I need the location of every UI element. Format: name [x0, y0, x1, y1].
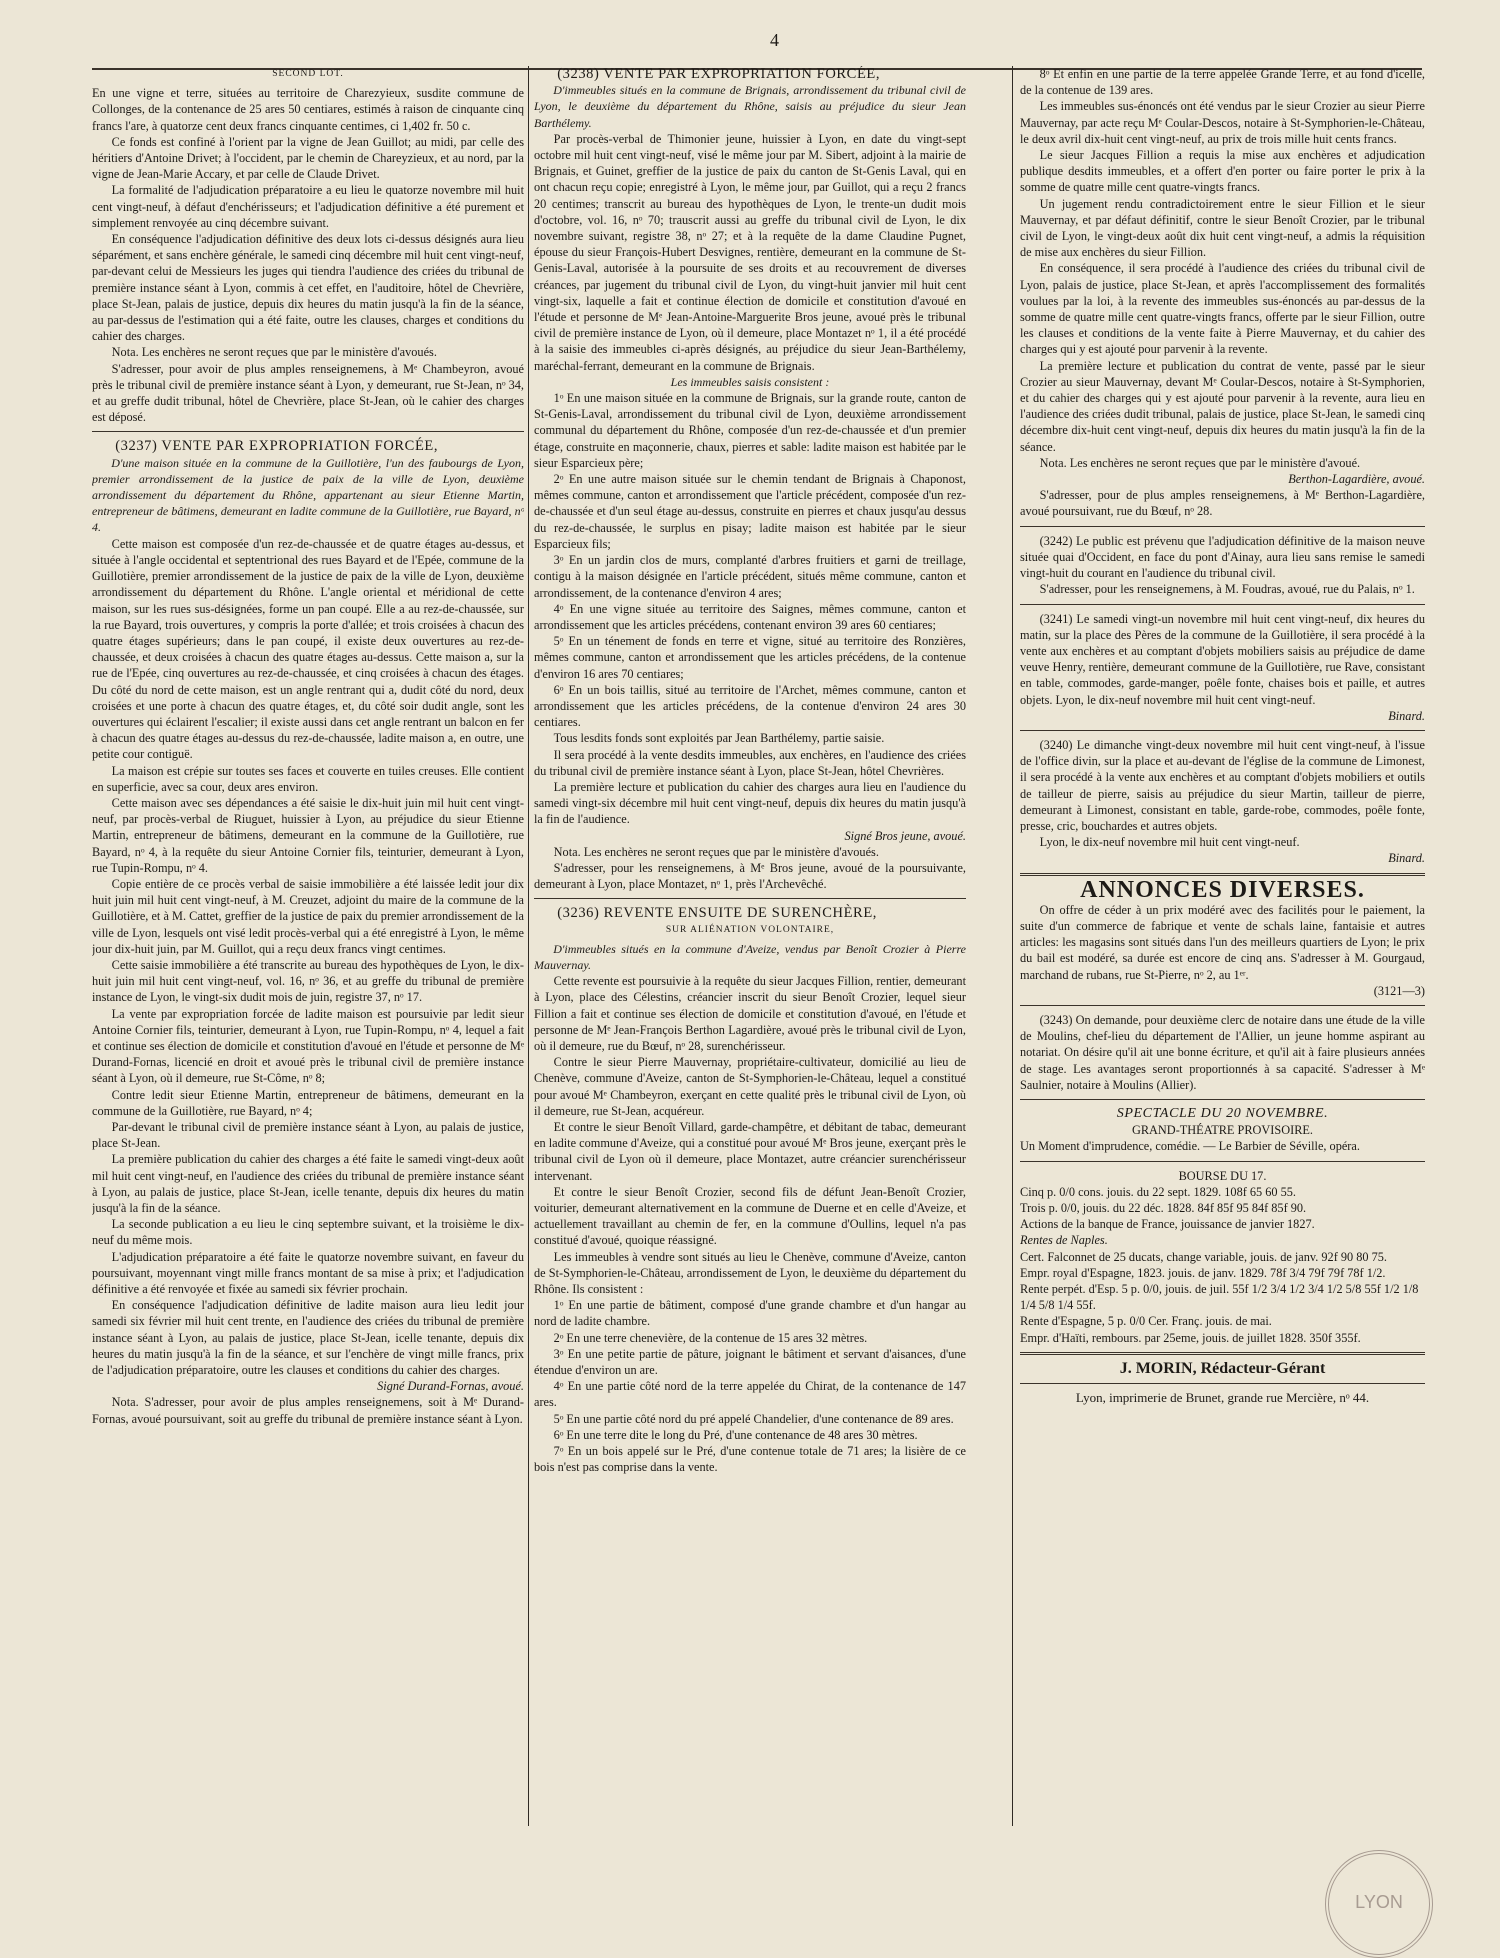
paragraph: Et contre le sieur Benoît Villard, garde-champêtre, et débitant de tabac, demeurant en ladite commune d'Aveize, qui a constitué pour avoué Mᵉ Bros jeune, exerçant près le tribunal civil de Lyon où il demeure, place Montazet, autre créancier surenchérisseur intervenant. [534, 1120, 966, 1183]
bourse-line: Actions de la banque de France, jouissance de janvier 1827. [1020, 1217, 1315, 1232]
column-divider [1012, 66, 1013, 1826]
column-2 [534, 66, 966, 1836]
paragraph: Par-devant le tribunal civil de première instance séant à Lyon, au palais de justice, place St-Jean. [92, 1120, 524, 1151]
page-number: 4 [770, 30, 779, 50]
paragraph: En conséquence l'adjudication définitive des deux lots ci-dessus désignés aura lieu séparément, et sans enchère générale, le samedi cinq décembre mil huit cent vingt-neuf, par-devant celui de Messieurs les juges qui tiendra l'audience des criées du tribunal de première instance séant à Lyon, commis à cet effet, en l'auditoire, hôtel de Chevrière, place St-Jean, palais de justice, depuis dix heures du matin jusqu'à la fin de la séance, au par-dessus de l'estimation qui a été faite, outre les clauses, charges et conditions du cahier des charges. [92, 232, 524, 344]
paragraph: Contre le sieur Pierre Mauvernay, propriétaire-cultivateur, domicilié au lieu de Chenève, commune d'Aveize, canton de St-Symphorien-le-Château, lequel a constitué pour avoué Mᵉ Chambeyron, exerçant en cette qualité près le tribunal civil de Lyon, où il demeure, rue St-Jean, acquéreur. [534, 1055, 966, 1118]
paragraph: 8ᵒ Et enfin en une partie de la terre appelée Grande Terre, et au fond d'icelle, de la contenue de 139 ares. [1020, 67, 1425, 98]
bourse-line: Rente d'Espagne, 5 p. 0/0 Cer. Franç. jouis. de mai. [1020, 1314, 1272, 1329]
nota: Nota. Les enchères ne seront reçues que par le ministère d'avoué. [1039, 455, 1361, 470]
paragraph: 5ᵒ En une partie côté nord du pré appelé Chandelier, d'une contenance de 89 ares. [553, 1411, 954, 1426]
theatre-programme: Un Moment d'imprudence, comédie. — Le Barbier de Séville, opéra. [1020, 1139, 1360, 1154]
stamp-text: LYON [1355, 1892, 1403, 1912]
signature: Binard. [1388, 851, 1425, 866]
consist-heading: Les immeubles saisis consistent : [670, 374, 830, 389]
separator [1020, 604, 1425, 605]
signature: Berthon-Lagardière, avoué. [1288, 472, 1425, 487]
paragraph: S'adresser, pour les renseignemens, à M. Foudras, avoué, rue du Palais, nᵒ 1. [1039, 582, 1415, 597]
paragraph: 1ᵒ En une maison située en la commune de Brignais, sur la grande route, canton de St-Genis-Laval, arrondissement du tribunal civil de Lyon, deuxième arrondissement communal du département du Rhône, composée d'un rez-de-chaussée et d'un premier étage, construite en maçonnerie, chaux, pierres et sable: ladite maison est habitée par le sieur Esparcieux père; [534, 391, 966, 470]
nota: Nota. Les enchères ne seront reçues que par le ministère d'avoués. [111, 345, 437, 360]
paragraph: Contre ledit sieur Etienne Martin, entrepreneur de bâtimens, demeurant en la commune de la Guillotière, rue Bayard, nᵒ 4; [92, 1087, 524, 1118]
bourse-title: BOURSE DU 17. [1178, 1168, 1267, 1183]
announcement-3243: (3243) On demande, pour deuxième clerc de notaire dans une étude de la ville de Moulins, chef-lieu du département de l'Allier, un jeune homme aspirant au notariat. On désire qu'il ait une bonne écriture, et qu'il ait à faire plusieurs années de stage. Les avantages seront proportionnés à sa capacité. S'adresser à Mᵉ Saulnier, notaire à Moulins (Allier). [1020, 1012, 1425, 1092]
separator [534, 898, 966, 899]
paragraph: 4ᵒ En une vigne située au territoire des Saignes, mêmes commune, canton et arrondissement que les articles précédens, contenant environ 39 ares 60 centiares; [534, 601, 966, 632]
paragraph: Un jugement rendu contradictoirement entre le sieur Fillion et le sieur Mauvernay, et par défaut définitif, contre le sieur Benoît Crozier, par le tribunal civil de Lyon, le vingt-deux août dix huit cent vingt-neuf, a admis la réquisition de mise aux enchères du sieur Fillion. [1020, 196, 1425, 260]
announcement-commerce: On offre de céder à un prix modéré avec des facilités pour le paiement, la suite d'un commerce de fabrique et vente de schals laine, fantaisie et autres articles: les magasins sont situés dans l'un des meilleurs quartiers de Lyon; le prix du bail est modéré, sa durée est encore de cinq ans. S'adresser à M. Gourgaud, marchand de rubans, rue St-Pierre, nᵒ 2, au 1ᵉʳ. [1020, 902, 1425, 982]
ad-subheading: D'immeubles situés en la commune d'Aveize, vendus par Benoît Crozier à Pierre Mauvernay. [534, 941, 966, 972]
paragraph: En une vigne et terre, situées au territoire de Charezyieux, susdite commune de Collonges, de la contenance de 25 ares 50 centiares, estimés à raison de cinquante cinq francs l'are, à quatorze cent deux francs cinquante centimes, ci 1,402 fr. 50 c. [92, 86, 524, 133]
ad-heading-3237: (3237) VENTE PAR EXPROPRIATION FORCÉE, [115, 438, 439, 455]
theatre-name: GRAND-THÉATRE PROVISOIRE. [1131, 1123, 1314, 1138]
separator-double [1020, 873, 1425, 876]
announcement-3242: (3242) Le public est prévenu que l'adjudication définitive de la maison neuve située quai d'Occident, en face du pont d'Ainay, aura lieu sans remise le samedi vingt-huit du courant en l'audience du tribunal civil. [1020, 533, 1425, 581]
ad-subheading: D'une maison située en la commune de la Guillotière, l'un des faubourgs de Lyon, premier arrondissement de la justice de paix de la ville de Lyon, deuxième arrondissement du département du Rhône, appartenant au sieur Etienne Martin, entrepreneur de bâtimens, demeurant en ladite commune de la Guillotière, rue Bayard, nᵒ 4. [92, 455, 524, 535]
paragraph: 2ᵒ En une terre chenevière, de la contenue de 15 ares 32 mètres. [553, 1330, 868, 1345]
signature: Binard. [1388, 708, 1425, 723]
paragraph: S'adresser, pour les renseignemens, à Mᵉ Bros jeune, avoué de la poursuivante, demeurant à Lyon, place Montazet, nᵒ 1, près l'Archevêché. [534, 860, 966, 892]
redacteur-gerant: J. MORIN, Rédacteur-Gérant [1119, 1359, 1326, 1377]
library-stamp [1325, 1850, 1433, 1958]
paragraph: La seconde publication a eu lieu le cinq septembre suivant, et la troisième le dix-neuf du même mois. [92, 1217, 524, 1248]
paragraph: S'adresser, pour de plus amples renseignemens, à Mᵉ Berthon-Lagardière, avoué poursuivant, rue du Bœuf, nᵒ 28. [1020, 488, 1425, 519]
paragraph: Cette saisie immobilière a été transcrite au bureau des hypothèques de Lyon, le dix-huit juin mil huit cent vingt-neuf, vol. 16, nᵒ 36, et au greffe du tribunal de première instance de Lyon, le vingt-six dudit mois de juin, registre 37, nᵒ 17. [92, 957, 524, 1005]
column-divider [528, 66, 529, 1826]
separator [1020, 1099, 1425, 1100]
ad-heading-3238: (3238) VENTE PAR EXPROPRIATION FORCÉE, [557, 66, 881, 82]
paragraph: Cette maison est composée d'un rez-de-chaussée et de quatre étages au-dessus, et située à l'angle occidental et septentrional des rues Bayard et de l'Epée, commune de la Guillotière, premier arrondissement de la justice de paix de la ville de Lyon, deuxième arrondissement du département du Rhône. L'angle oriental et méridional de cette maison, sur les rues sus-désignées, forme un pan coupé. Elle a au rez-de-chaussée, sur la rue Bayard, trois ouvertures, y compris la porte d'allée; et trois croisées à chacun des quatre étages supérieurs; dans le pan coupé, il existe deux ouvertures au rez-de-chaussée, et deux croisées à chacun des quatre étages au-dessus. Cette maison a, sur la rue de l'Epée, cinq ouvertures au rez-de-chaussée, et cinq croisées à chacun des étages. Du côté du nord de cette maison, est un angle rentrant qui a, dudit côté du nord, deux croisées et une porte à chacun des quatre étages, et, du côté soir dudit angle, sont les ouvertures qui éclairent l'escalier; il existe aussi dans cet angle rentrant un balcon en fer à chacun des quatre étages au-dessus du rez-de-chaussée, ladite maison a, en outre, une petite cour contiguë. [92, 536, 524, 762]
bourse-line: Trois p. 0/0, jouis. du 22 déc. 1828. 84f 85f 95 84f 85f 90. [1020, 1201, 1307, 1215]
paragraph: S'adresser, pour avoir de plus amples renseignemens, à Mᵉ Chambeyron, avoué près le tribunal civil de première instance séant à Lyon, y demeurant, rue St-Jean, nᵒ 34, et au greffe dudit tribunal, hôtel de Chevrière, place St-Jean, où le cahier des charges est déposé. [92, 361, 524, 425]
paragraph: La formalité de l'adjudication préparatoire a eu lieu le quatorze novembre mil huit cent vingt-neuf, à défaut d'enchérisseurs; et l'adjudication définitive a été purement et simplement renvoyée au cinq décembre suivant. [92, 183, 524, 230]
bourse-line: Rente perpét. d'Esp. 5 p. 0/0, jouis. de juil. 55f 1/2 3/4 1/2 3/4 1/2 5/8 55f 1/2 1/8 1/4 5/8 1/4 55f. [1020, 1282, 1419, 1313]
paragraph: 3ᵒ En une petite partie de pâture, joignant le bâtiment et servant d'aisances, d'une étendue d'environ un are. [534, 1346, 966, 1378]
column-3 [1020, 66, 1425, 1836]
paragraph: Il sera procédé à la vente desdits immeubles, aux enchères, en l'audience des criées du tribunal civil de première instance séant à Lyon, place St-Jean, hôtel Chevrières. [534, 747, 966, 778]
paragraph: Et contre le sieur Benoît Crozier, second fils de défunt Jean-Benoît Crozier, voiturier, demeurant alternativement en la commune de Duerne et en celle d'Aveize, et actuellement travaillant au chemin de fer, en la commune d'Oullins, lequel n'a pas constitué d'avoué, quoique réassigné. [534, 1184, 966, 1248]
paragraph: 1ᵒ En une partie de bâtiment, composé d'une grande chambre et d'un hangar au nord de ladite chambre. [534, 1298, 966, 1329]
announcement-3240: (3240) Le dimanche vingt-deux novembre mil huit cent vingt-neuf, à l'issue de l'office divin, sur la place et au-devant de l'église de la commune de Limonest, il sera procédé à la vente aux enchères et au comptant d'objets mobiliers et outils de tailleur de pierre, saisis au préjudice du sieur Martin, tailleur de pierre, demeurant à Limonest, consistant en table, garde-robe, commodes, poêle fonte, presse, cric, bouchardes et autres objets. [1020, 737, 1425, 833]
nota: Nota. S'adresser, pour avoir de plus amples renseignemens, soit à Mᵉ Durand-Fornas, avoué poursuivant, soit au greffe du tribunal de première instance séant à Lyon. [92, 1395, 524, 1426]
paragraph: 4ᵒ En une partie côté nord de la terre appelée du Chirat, de la contenance de 147 ares. [534, 1379, 966, 1410]
paragraph: 3ᵒ En un jardin clos de murs, complanté d'arbres fruitiers et garni de treillage, contigu à la maison désignée en l'article précédent, situés même commune, canton et arrondissement, de la contenance d'environ 4 ares; [534, 553, 966, 600]
printer-imprint: Lyon, imprimerie de Brunet, grande rue Mercière, nᵒ 44. [1075, 1390, 1370, 1406]
paragraph: Cette maison avec ses dépendances a été saisie le dix-huit juin mil huit cent vingt-neuf, par procès-verbal de Riuguet, huissier à Lyon, au préjudice du sieur Etienne Martin, entrepreneur de bâtimens, demeurant en la commune de la Guillotière, rue Bayard, nᵒ 4, à la requête du sieur Antoine Cornier fils, teinturier, demeurant à Lyon, rue Tupin-Rompu, nᵒ 4. [92, 795, 524, 875]
paragraph: 6ᵒ En une terre dite le long du Pré, d'une contenance de 48 ares 30 mètres. [553, 1427, 918, 1442]
paragraph: Tous lesdits fonds sont exploités par Jean Barthélemy, partie saisie. [553, 731, 885, 746]
separator [1020, 1005, 1425, 1006]
column-1 [92, 66, 524, 1836]
bourse-line: Empr. royal d'Espagne, 1823. jouis. de janv. 1829. 78f 3/4 79f 79f 78f 1/2. [1020, 1265, 1386, 1280]
announcement-ref: (3121—3) [1373, 983, 1425, 998]
bourse-line: Empr. d'Haïti, rembours. par 25eme, jouis. de juillet 1828. 350f 355f. [1020, 1330, 1361, 1345]
paragraph: Le sieur Jacques Fillion a requis la mise aux enchères et adjudication publique desdits immeubles, et a offert d'en porter ou faire porter le prix à la somme de quatre mille cent quatre-vingts francs. [1020, 148, 1425, 195]
signature: Signé Durand-Fornas, avoué. [377, 1379, 524, 1394]
paragraph: Les immeubles à vendre sont situés au lieu le Chenève, commune d'Aveize, canton de St-Symphorien-le-Château, arrondissement de Lyon, le deuxième du département du Rhône. Ils consistent : [534, 1249, 966, 1297]
separator [1020, 730, 1425, 731]
signature: Signé Bros jeune, avoué. [844, 828, 966, 843]
paragraph: L'adjudication préparatoire a été faite le quatorze novembre suivant, en faveur du poursuivant, moyennant vingt mille francs montant de sa mise à prix; et l'adjudication définitive a été renvoyée et fixée au samedi six février prochain. [92, 1249, 524, 1297]
bourse-line: Cert. Falconnet de 25 ducats, change variable, jouis. de janv. 92f 90 80 75. [1020, 1249, 1387, 1264]
separator [1020, 1161, 1425, 1162]
nota: Nota. Les enchères ne seront reçues que par le ministère d'avoués. [553, 844, 879, 859]
spectacle-title: SPECTACLE DU 20 NOVEMBRE. [1116, 1105, 1329, 1121]
lot-heading: SECOND LOT. [272, 69, 344, 79]
announcement-3241: (3241) Le samedi vingt-un novembre mil huit cent vingt-neuf, dix heures du matin, sur la place des Pères de la commune de la Guillotière, il sera procédé à la vente aux enchères et au comptant d'objets mobiliers saisis au préjudice de dame veuve Henry, rentière, demeurant commune de la Guillotière, rue Rave, consistant en table, commodes, garde-manger, poêle fonte, chaises bois et paille, et autres objets. Lyon, le dix-neuf novembre mil huit cent vingt-neuf. [1020, 611, 1425, 707]
annonces-diverses-title: ANNONCES DIVERSES. [1080, 876, 1365, 903]
paragraph: Copie entière de ce procès verbal de saisie immobilière a été laissée ledit jour dix huit juin mil huit cent vingt-neuf, à M. Creuzet, adjoint du maire de la commune de la Guillotière, et à M. Cattet, greffier de la justice de paix du premier arrondissement de la ville de Lyon, lesquels ont visé ledit procès-verbal qui a été enregistré à Lyon, le même jour dix-huit juin, par M. Guillot, qui a reçu deux francs vingt centimes. [92, 876, 524, 956]
paragraph: La maison est crépie sur toutes ses faces et couverte en tuiles creuses. Elle contient en superficie, avec sa cour, deux ares environ. [92, 763, 524, 794]
paragraph: La première lecture et publication du cahier des charges aura lieu en l'audience du samedi vingt-six décembre mil huit cent vingt-neuf, depuis dix heures du matin jusqu'à la fin de l'audience. [534, 779, 966, 827]
paragraph: En conséquence l'adjudication définitive de ladite maison aura lieu ledit jour samedi six février mil huit cent trente, en l'audience des criées du tribunal de première instance séant à Lyon, au palais de justice, place St-Jean, icelle tenante, depuis dix heures du matin jusqu'à la fin de la séance, et sur l'enchère de vingt mille francs, prix de l'adjudication préparatoire, outre les clauses et conditions du cahier des charges. [92, 1298, 524, 1378]
paragraph: 7ᵒ En un bois appelé sur le Pré, d'une contenue totale de 71 ares; la lisière de ce bois n'est pas comprise dans la vente. [534, 1444, 966, 1475]
paragraph: 6ᵒ En un bois taillis, situé au territoire de l'Archet, mêmes commune, canton et arrondissement que les articles précédens, de la contenue d'environ 24 ares 30 centiares. [534, 682, 966, 730]
paragraph: Les immeubles sus-énoncés ont été vendus par le sieur Crozier au sieur Pierre Mauvernay, par acte reçu Mᵉ Coular-Descos, notaire à St-Symphorien-le-Château, le deux avril dix-huit cent vingt-neuf, au prix de trois mille huit cents francs. [1020, 99, 1425, 146]
paragraph: La première publication du cahier des charges a été faite le samedi vingt-deux août mil huit cent vingt-neuf, en l'audience des criées du tribunal de première instance séant à Lyon, au palais de justice, place St-Jean, icelle tenante, depuis dix heures du matin jusqu'à la fin de la séance. [92, 1152, 524, 1216]
paragraph: 2ᵒ En une autre maison située sur le chemin tendant de Brignais à Chaponost, mêmes commune, canton et arrondissement que l'article précédent, composée d'un rez-de-chaussée et d'un seul étage au-dessus, construite en pierres et chaux jusqu'au dessus du rez-de-chaussée, le surplus en pisay; ladite maison est habitée par le sieur Esparcieux fils; [534, 472, 966, 551]
paragraph: Par procès-verbal de Thimonier jeune, huissier à Lyon, en date du vingt-sept octobre mil huit cent vingt-neuf, visé le même jour par M. Sibert, adjoint à la mairie de Brignais, et Guinet, greffier de la justice de paix du canton de St-Genis Laval, qui en ont chacun reçu copie; enregistré à Lyon, le même jour, par Guillot, qui a reçu 2 francs 20 centimes; transcrit au bureau des hypothèques de Lyon, le trente-un dudit mois d'octobre, vol. 16, nᵒ 70; trauscrit aussi au greffe du tribunal civil de Lyon, le dix novembre suivant, registre 38, nᵒ 27; et à la requête de la dame Claudine Pugnet, épouse du sieur François-Hubert Desvignes, rentière, demeurant en la commune de St-Genis-Laval, autorisée à la poursuite de ses droits et au recouvrement de diverses créances, par jugement du tribunal civil de Lyon, du vingt-huit janvier mil huit cent vingt-six, laquelle a fait et continue élection de domicile et constitution d'avoué en l'étude et personne de Mᵉ Jean-Antoine-Marguerite Bros jeune, avoué près le tribunal civil de première instance de Lyon, où il demeure, place Montazet nᵒ 1, il a été procédé à la saisie des immeubles ci-après désignés, au préjudice du sieur Jean-Barthélemy, maréchal-ferrant, demeurant en la commune de Brignais. [534, 131, 966, 373]
separator [1020, 526, 1425, 527]
ad-subheading: D'immeubles situés en la commune de Brignais, arrondissement du tribunal civil de Lyon, le deuxième du département du Rhône, saisis au préjudice du sieur Jean Barthélemy. [534, 83, 966, 130]
separator [1020, 1383, 1425, 1384]
paragraph: Ce fonds est confiné à l'orient par la vigne de Jean Guillot; au midi, par celle des héritiers d'Antoine Drivet; à l'occident, par le chemin de Chareyzieux, et au nord, par la vigne de Jean-Marie Accary, et par celle de Claude Drivet. [92, 134, 524, 182]
separator-double [1020, 1352, 1425, 1355]
ad-small-heading: SUR ALIÉNATION VOLONTAIRE, [665, 924, 835, 935]
bourse-line: Rentes de Naples. [1020, 1233, 1108, 1248]
bourse-line: Cinq p. 0/0 cons. jouis. du 22 sept. 1829. 108f 65 60 55. [1020, 1184, 1296, 1199]
paragraph: En conséquence, il sera procédé à l'audience des criées du tribunal civil de Lyon, palais de justice, place St-Jean, et après l'accomplissement des formalités voulues par la loi, à la revente des immeubles sus-énoncés au par-dessus de la somme de quatre mille cent quatre-vingts francs, offerte par le sieur Fillion, outre les clauses et conditions de la vente faite à Pierre Mauvernay, et du cahier des charges qui y est ajouté pour parvenir à la revente. [1020, 261, 1425, 357]
paragraph: Lyon, le dix-neuf novembre mil huit cent vingt-neuf. [1039, 835, 1300, 850]
bourse-quotes [1020, 1184, 1425, 1346]
paragraph: Cette revente est poursuivie à la requête du sieur Jacques Fillion, rentier, demeurant à Lyon, place des Célestins, créancier inscrit du sieur Benoît Crozier, lequel sieur Fillion a fait et continue ses élection de domicile et constitution d'avoué, en l'étude et personne de Mᵉ Jean-François Berthon Lagardière, avoué près le tribunal civil de Lyon, où il demeure, rue du Bœuf, nᵒ 28, surenchérisseur. [534, 974, 966, 1053]
paragraph: 5ᵒ En un ténement de fonds en terre et vigne, situé au territoire des Ronzières, mêmes commune, canton et arrondissement que les articles précédens, de la contenue d'environ 16 ares 70 centiares; [534, 634, 966, 681]
paragraph: La première lecture et publication du contrat de vente, passé par le sieur Crozier au sieur Mauvernay, devant Mᵉ Coular-Descos, notaire à St-Symphorien, et du cahier des charges qui y est ajouté pour parvenir à la revente, aura lieu en l'audience des criées dudit tribunal, palais de justice, place St-Jean, le samedi cinq décembre dix-huit cent vingt-neuf, depuis dix heures du matin jusqu'à la fin de la séance. [1020, 358, 1425, 454]
separator [92, 431, 524, 432]
paragraph: La vente par expropriation forcée de ladite maison est poursuivie par ledit sieur Antoine Cornier fils, teinturier, demeurant à Lyon, rue Tupin-Rompu, nᵒ 4, lequel a fait et continue ses élection de domicile et constitution d'avoué en l'étude et personne de Mᵉ Durand-Fornas, licencié en droit et avoué près le tribunal civil de première instance séant à Lyon, où il demeure, rue St-Côme, nᵒ 8; [92, 1006, 524, 1086]
ad-heading-3236: (3236) REVENTE ENSUITE DE SURENCHÈRE, [557, 905, 878, 922]
